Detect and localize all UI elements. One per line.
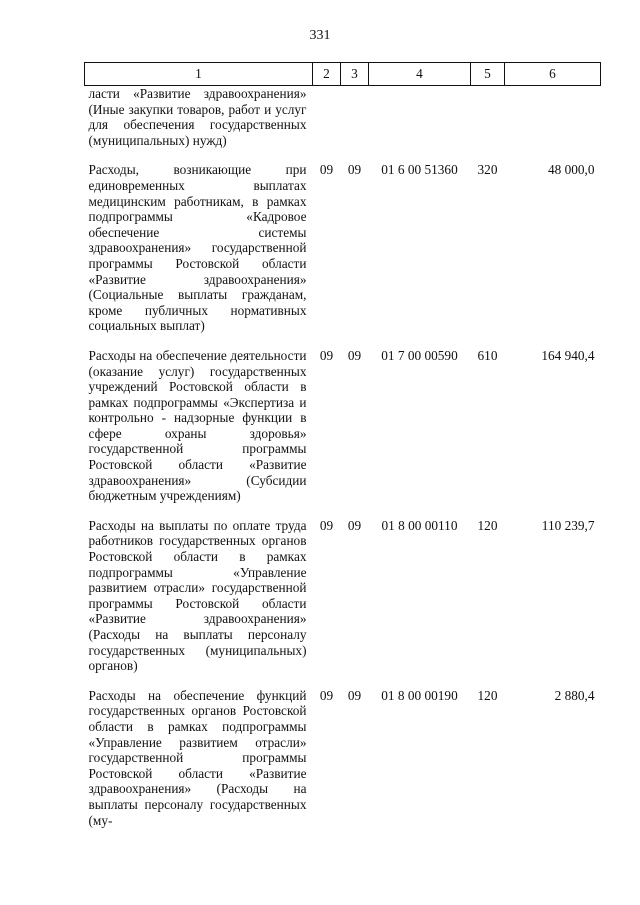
row-target-article: 01 6 00 51360 (381, 162, 458, 178)
row-target-article: 01 8 00 00190 (381, 687, 458, 703)
row-expense-type: 610 (477, 347, 498, 363)
row-target-article: 01 8 00 00110 (381, 517, 458, 533)
budget-table (84, 62, 601, 828)
row-subsection-code: 09 (347, 162, 362, 178)
row-description: Расходы на обеспечение деятельности (оказание услуг) государственных учреждений Ростовской области в рамках подпрограммы «Экспертиза и контрольно - надзорные функции в сфере охраны здоровья» государственной программы Ростовской области «Развитие здравоохранения» (Субсидии бюджетным учреждениям) (88, 347, 307, 504)
row-amount: 2 880,4 (554, 687, 595, 703)
row-section-code: 09 (319, 347, 334, 363)
row-subsection-code: 09 (347, 347, 362, 363)
header-col-4: 4 (369, 63, 471, 86)
row-expense-type: 120 (477, 517, 498, 533)
row-section-code: 09 (319, 517, 334, 533)
row-amount: 48 000,0 (547, 162, 595, 178)
row-section-code: 09 (319, 162, 334, 178)
header-col-1: 1 (85, 63, 313, 86)
row-description: Расходы, возникающие при единовременных выплатах медицинским работникам, в рамках подпрограммы «Кадровое обеспечение системы здравоохранения» государственной программы Ростовской области «Развитие здравоохранения» (Социальные выплаты гражданам, кроме публичных нормативных социальных выплат) (88, 162, 307, 334)
row-description: ласти «Развитие здравоохранения» (Иные закупки товаров, работ и услуг для обеспечения государственных (муниципальных) нужд) (88, 86, 307, 148)
row-description: Расходы на обеспечение функций государственных органов Ростовской области в рамках подпрограммы «Управление развитием отрасли» государственной программы Ростовской области «Развитие здравоохранения» (Расходы на выплаты персоналу государственных (му- (88, 687, 307, 828)
row-amount: 110 239,7 (541, 517, 595, 533)
row-subsection-code: 09 (347, 687, 362, 703)
table-row (85, 518, 601, 688)
table-row (85, 162, 601, 348)
header-col-6: 6 (505, 63, 601, 86)
table-row (85, 348, 601, 518)
row-expense-type: 120 (477, 687, 498, 703)
table-row-continuation (85, 86, 601, 163)
page-number: 331 (309, 28, 331, 43)
row-section-code: 09 (319, 687, 334, 703)
header-row (85, 63, 601, 86)
table-row (85, 688, 601, 828)
header-col-3: 3 (341, 63, 369, 86)
header-col-2: 2 (313, 63, 341, 86)
row-subsection-code: 09 (347, 517, 362, 533)
table-body (85, 86, 601, 829)
row-target-article: 01 7 00 00590 (381, 347, 458, 363)
table-header (85, 63, 601, 86)
row-amount: 164 940,4 (541, 347, 595, 363)
row-expense-type: 320 (477, 162, 498, 178)
header-col-5: 5 (471, 63, 505, 86)
row-description: Расходы на выплаты по оплате труда работников государственных органов Ростовской области в рамках подпрограммы «Управление развитием отрасли» государственной программы Ростовской области «Развитие здравоохранения» (Расходы на выплаты персоналу государственных (муниципальных) органов) (88, 517, 307, 674)
